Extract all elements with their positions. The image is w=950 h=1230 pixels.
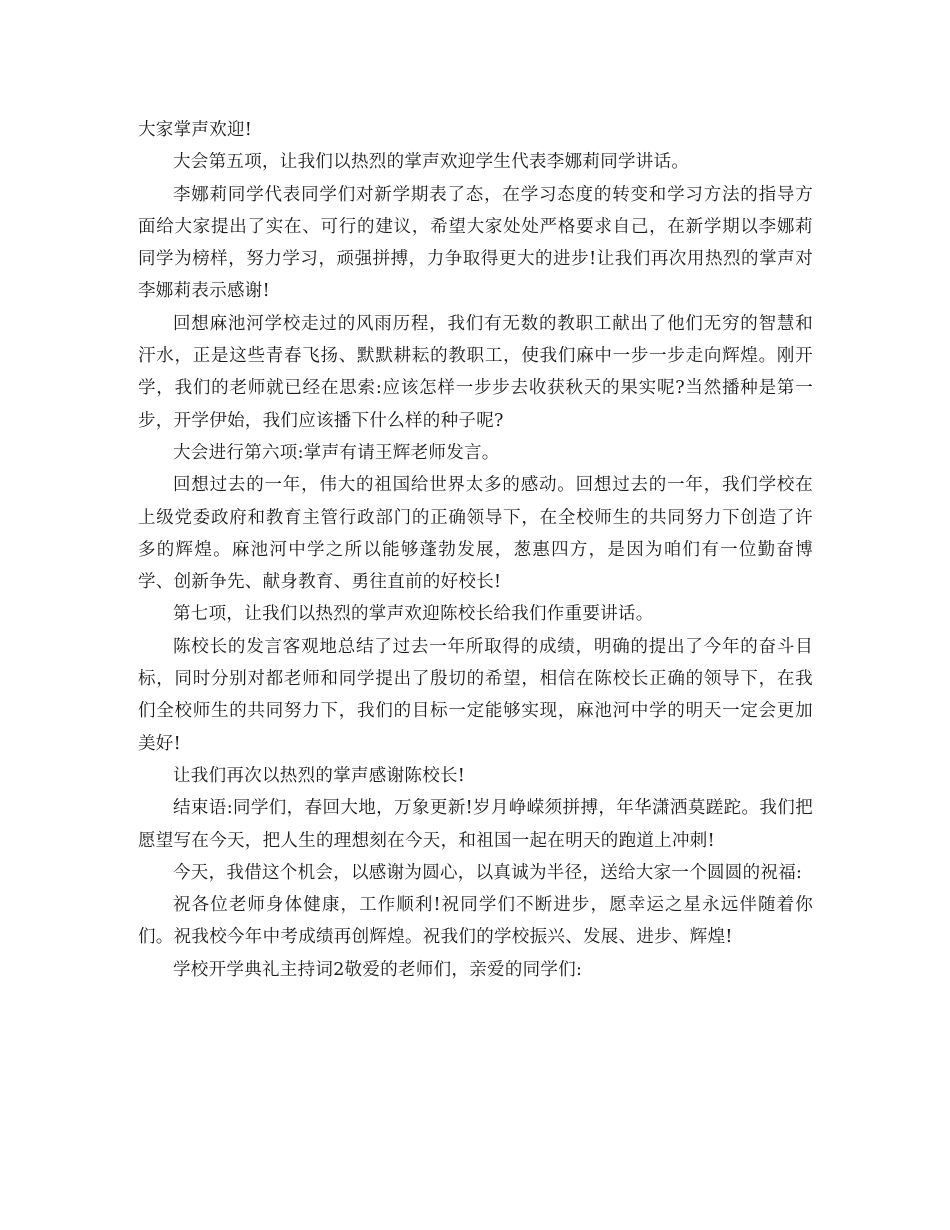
- paragraph-closing-remarks: 结束语:同学们，春回大地，万象更新!岁月峥嵘须拼搏，年华潇洒莫蹉跎。我们把愿望写在今天，把人生的理想刻在今天，和祖国一起在明天的跑道上冲刺!: [138, 798, 813, 851]
- paragraph-agenda-item-6: 大会进行第六项:掌声有请王辉老师发言。: [173, 442, 500, 463]
- paragraph-agenda-item-5: 大会第五项，让我们以热烈的掌声欢迎学生代表李娜莉同学讲话。: [173, 152, 690, 173]
- paragraph-next-script-heading: 学校开学典礼主持词2敬爱的老师们，亲爱的同学们:: [173, 959, 583, 980]
- paragraph-year-review: 回想过去的一年，伟大的祖国给世界太多的感动。回想过去的一年，我们学校在上级党委政府和教育主管行政部门的正确领导下，在全校师生的共同努力下创造了许多的辉煌。麻池河中学之所以能够蓬勃发展，葱惠四方，是因为咱们有一位勤奋博学、创新争先、献身教育、勇往直前的好校长!: [138, 475, 813, 593]
- paragraph-student-speech-summary: 李娜莉同学代表同学们对新学期表了态，在学习态度的转变和学习方法的指导方面给大家提出了实在、可行的建议，希望大家处处严格要求自己，在新学期以李娜莉同学为榜样，努力学习，顽强拼搏，力争取得更大的进步!让我们再次用热烈的掌声对李娜莉表示感谢!: [138, 184, 813, 302]
- paragraph-thank-principal: 让我们再次以热烈的掌声感谢陈校长!: [173, 765, 466, 786]
- paragraph-school-history: 回想麻池河学校走过的风雨历程，我们有无数的教职工献出了他们无穷的智慧和汗水，正是这些青春飞扬、默默耕耘的教职工，使我们麻中一步一步走向辉煌。刚开学，我们的老师就已经在思索:应该怎样一步步去收获秋天的果实呢?当然播种是第一步，开学伊始，我们应该播下什么样的种子呢?: [138, 313, 813, 431]
- document-body: [138, 114, 813, 986]
- paragraph-principal-speech-summary: 陈校长的发言客观地总结了过去一年所取得的成绩，明确的提出了今年的奋斗目标，同时分别对都老师和同学提出了殷切的希望，相信在陈校长正确的领导下，在我们全校师生的共同努力下，我们的目标一定能够实现，麻池河中学的明天一定会更加美好!: [138, 636, 813, 754]
- paragraph-blessings: 祝各位老师身体健康，工作顺利!祝同学们不断进步，愿幸运之星永远伴随着你们。祝我校今年中考成绩再创辉煌。祝我们的学校振兴、发展、进步、辉煌!: [138, 895, 813, 948]
- paragraph-applause-welcome: 大家掌声欢迎!: [138, 120, 253, 140]
- paragraph-blessing-intro: 今天，我借这个机会，以感谢为圆心，以真诚为半径，送给大家一个圆圆的祝福:: [173, 862, 803, 883]
- paragraph-agenda-item-7: 第七项，让我们以热烈的掌声欢迎陈校长给我们作重要讲话。: [173, 604, 654, 625]
